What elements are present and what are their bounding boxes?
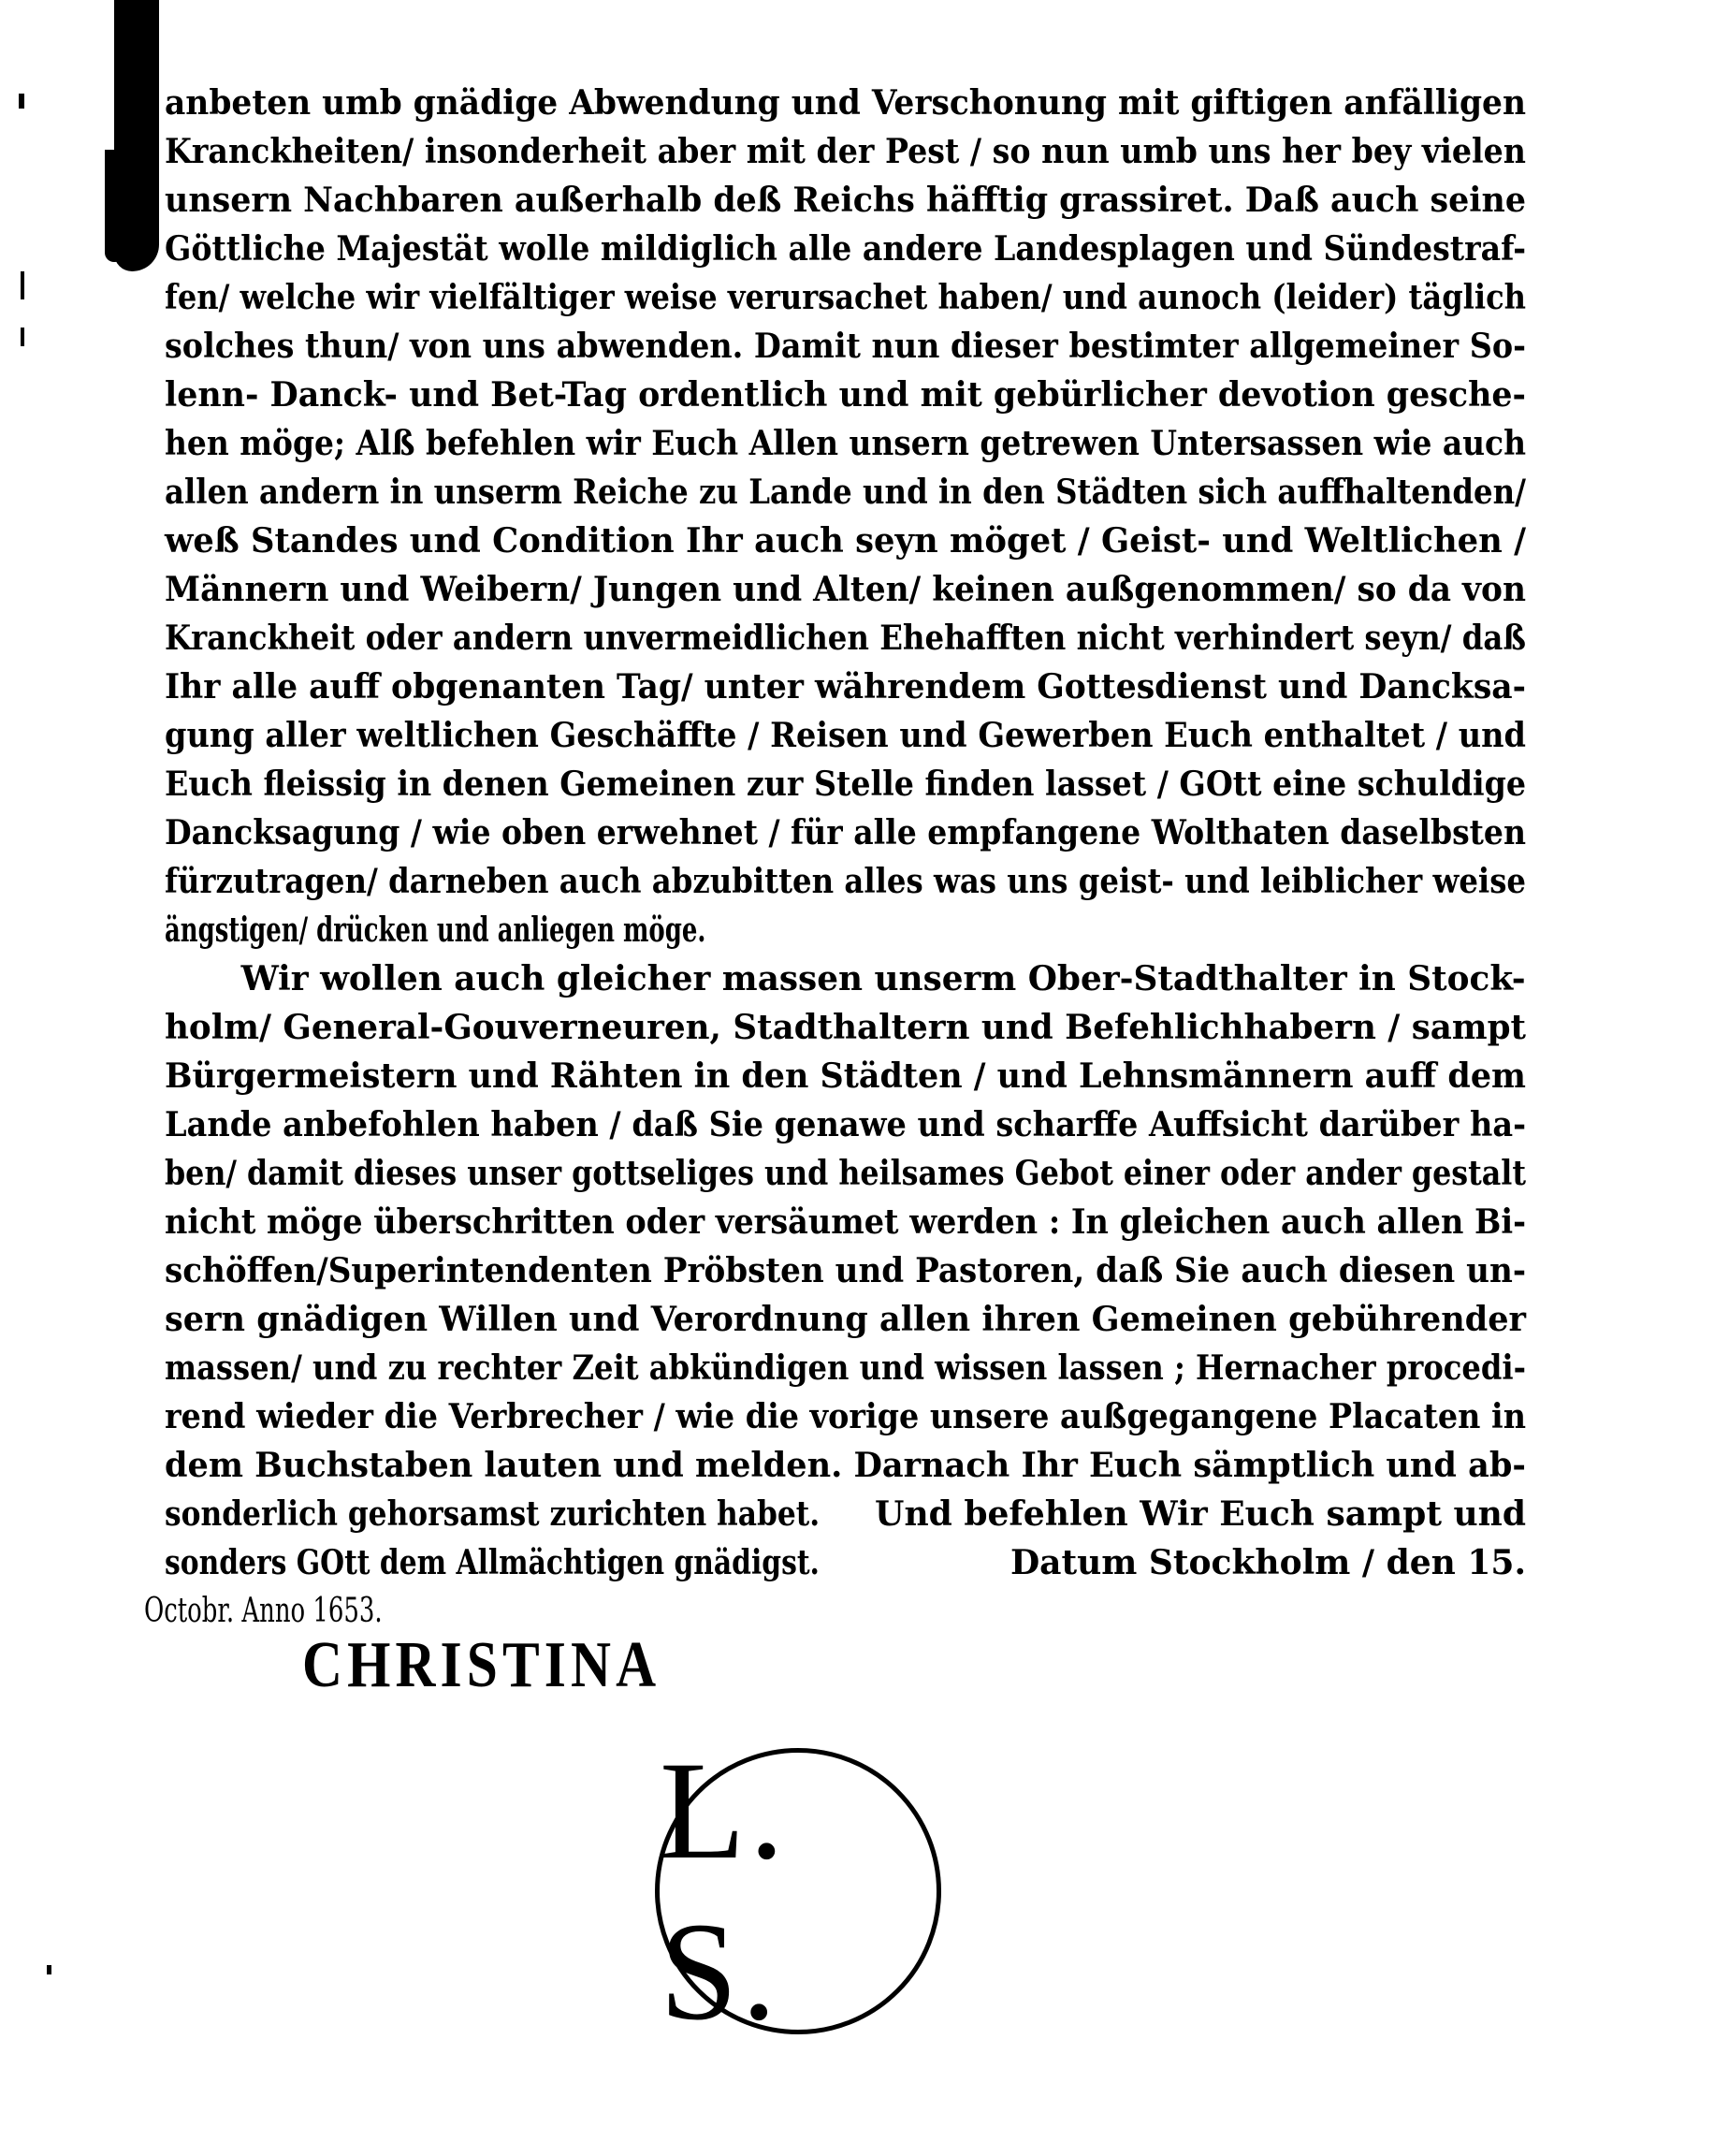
- text-line: dem Buchstaben lauten und melden. Darnach Ihr Euch sämptlich und ab-: [165, 1446, 1526, 1485]
- text-line-left: sonders GOtt dem Allmächtigen gnädigst.: [165, 1543, 820, 1582]
- text-line: gung aller weltlichen Geschäffte / Reisen und Gewerben Euch enthaltet / und: [165, 716, 1526, 755]
- text-line: sern gnädigen Willen und Verordnung allen ihren Gemeinen gebührender: [165, 1300, 1526, 1339]
- text-line: Wir wollen auch gleicher massen unserm Ober-Stadthalter in Stock-: [240, 959, 1526, 998]
- text-line-right: Und befehlen Wir Euch sampt und: [875, 1494, 1526, 1534]
- margin-mark: [21, 328, 24, 346]
- margin-mark: [47, 1965, 51, 1974]
- text-line: rend wieder die Verbrecher / wie die vorige unsere außgegangene Placaten in: [165, 1397, 1526, 1436]
- text-line: Bürgermeistern und Rähten in den Städten / und Lehnsmännern auff dem: [165, 1056, 1526, 1096]
- text-line: allen andern in unserm Reiche zu Lande und in den Städten sich auffhaltenden/: [165, 473, 1526, 512]
- text-line: Euch fleissig in denen Gemeinen zur Stelle finden lasset / GOtt eine schuldige: [165, 765, 1526, 804]
- text-line: unsern Nachbaren außerhalb deß Reichs häfftig grassiret. Daß auch seine: [165, 181, 1526, 220]
- text-line: weß Standes und Condition Ihr auch seyn möget / Geist- und Weltlichen /: [165, 521, 1526, 561]
- text-line: [165, 1538, 1526, 1587]
- text-line: [165, 1490, 1526, 1538]
- text-line: massen/ und zu rechter Zeit abkündigen und wissen lassen ; Hernacher procedi-: [165, 1348, 1526, 1388]
- text-line-left: sonderlich gehorsamst zurichten habet.: [165, 1494, 821, 1534]
- document-body: [144, 79, 1526, 1636]
- margin-mark: [21, 271, 24, 299]
- text-line: Göttliche Majestät wolle mildiglich alle andere Landesplagen und Sündestraf-: [165, 229, 1526, 269]
- text-line: Männern und Weibern/ Jungen und Alten/ keinen außgenommen/ so da von: [165, 570, 1526, 609]
- text-line: lenn- Danck- und Bet-Tag ordentlich und mit gebürlicher devotion gesche-: [165, 375, 1526, 415]
- text-line: holm/ General-Gouverneuren, Stadthaltern und Befehlichhabern / sampt: [165, 1008, 1526, 1047]
- text-line: ängstigen/ drücken und anliegen möge.: [165, 910, 706, 950]
- text-line: fen/ welche wir vielfältiger weise verursachet haben/ und aunoch (leider) täglich: [165, 278, 1526, 317]
- text-line: Dancksagung / wie oben erwehnet / für alle empfangene Wolthaten daselbsten: [165, 813, 1526, 852]
- ink-smudge: [105, 150, 133, 262]
- text-line: Kranckheit oder andern unvermeidlichen Ehehafften nicht verhindert seyn/ daß: [165, 619, 1526, 658]
- text-line: Ihr alle auff obgenanten Tag/ unter währendem Gottesdienst und Dancksa-: [165, 667, 1526, 707]
- signature: CHRISTINA: [302, 1629, 661, 1701]
- text-line: nicht möge überschritten oder versäumet werden : In gleichen auch allen Bi-: [165, 1202, 1526, 1242]
- text-line: schöffen/Superintendenten Pröbsten und Pastoren, daß Sie auch diesen un-: [165, 1251, 1526, 1290]
- text-line: ben/ damit dieses unser gottseliges und heilsames Gebot einer oder ander gestalt: [165, 1154, 1526, 1193]
- text-line-right: Datum Stockholm / den 15.: [1010, 1543, 1526, 1582]
- seal-circle: [655, 1733, 941, 2049]
- text-line: anbeten umb gnädige Abwendung und Verschonung mit giftigen anfälligen: [165, 83, 1526, 123]
- text-line: Lande anbefohlen haben / daß Sie genawe und scharffe Auffsicht darüber ha-: [165, 1105, 1526, 1144]
- seal-text: L. S.: [660, 1733, 789, 2049]
- text-line: solches thun/ von uns abwenden. Damit nun dieser bestimter allgemeiner So-: [165, 327, 1526, 366]
- margin-mark: [19, 94, 24, 109]
- text-line: Kranckheiten/ insonderheit aber mit der Pest / so nun umb uns her bey vielen: [165, 132, 1526, 171]
- date-line: Octobr. Anno 1653.: [144, 1592, 383, 1630]
- text-line: hen möge; Alß befehlen wir Euch Allen unsern getrewen Untersassen wie auch: [165, 424, 1526, 463]
- text-line: fürzutragen/ darneben auch abzubitten alles was uns geist- und leiblicher weise: [165, 862, 1526, 901]
